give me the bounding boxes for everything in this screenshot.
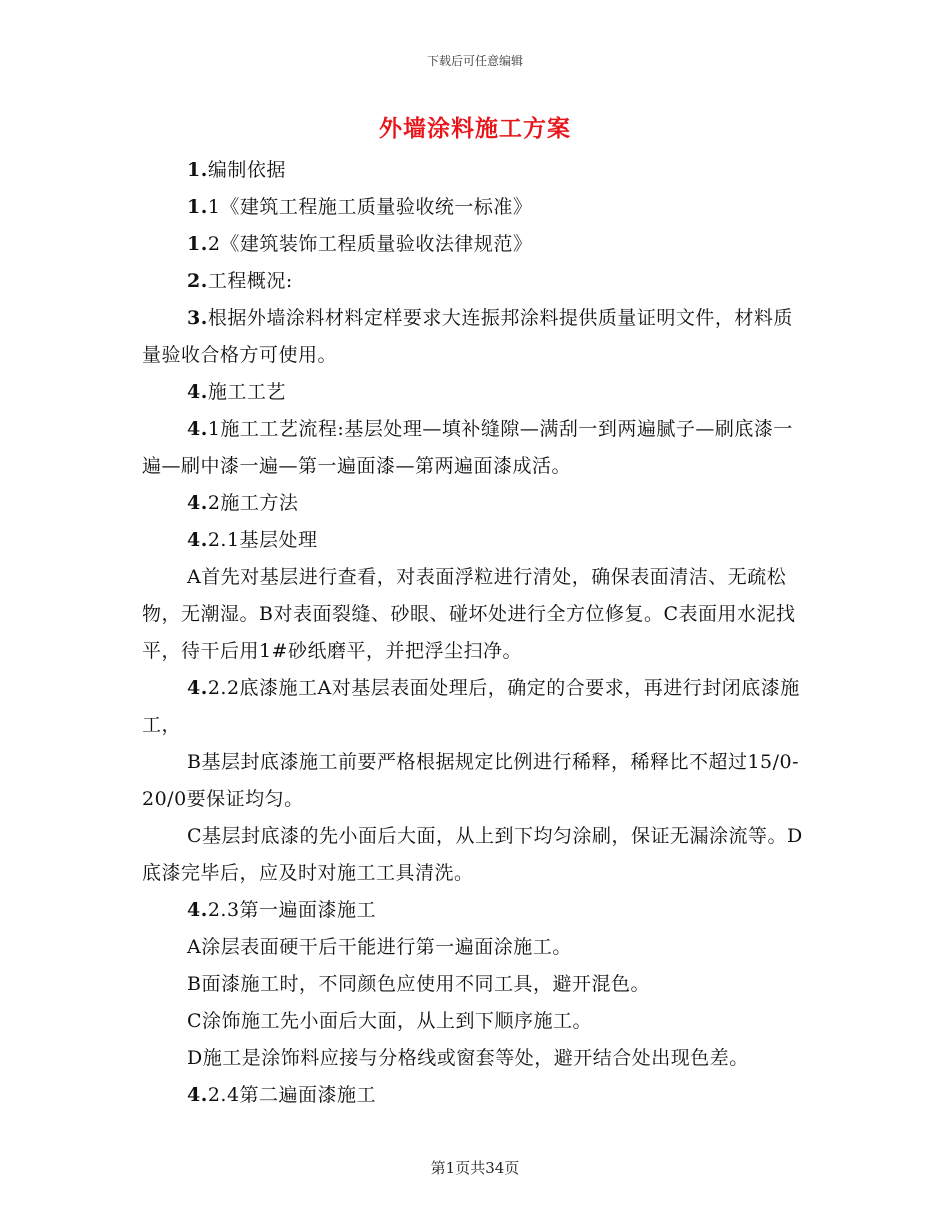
paragraph [142, 818, 812, 892]
section-number: 1. [187, 159, 208, 181]
paragraph [142, 929, 812, 966]
paragraph-text: B基层封底漆施工前要严格根据规定比例进行稀释，稀释比不超过15/0-20/0要保证均匀。 [142, 751, 800, 810]
paragraph-text: C基层封底漆的先小面后大面，从上到下均匀涂刷，保证无漏涂流等。D底漆完毕后，应及时对施工工具清洗。 [142, 825, 803, 884]
page-header-note: 下载后可任意编辑 [426, 54, 523, 68]
document-body [142, 152, 812, 1114]
section-number: 2. [187, 270, 208, 292]
paragraph-text: 2施工方法 [207, 492, 299, 514]
paragraph-text: 根据外墙涂料材料定样要求大连振邦涂料提供质量证明文件，材料质量验收合格方可使用。 [142, 307, 793, 366]
page-number-footer: 第1页共34页 [430, 1159, 520, 1177]
paragraph-text: 1施工工艺流程:基层处理—填补缝隙—满刮一到两遍腻子—刷底漆一遍—刷中漆一遍—第一遍面漆—第两遍面漆成活。 [142, 418, 793, 477]
section-number: 1. [187, 196, 208, 218]
section-number: 4. [187, 1084, 208, 1106]
paragraph [142, 522, 812, 559]
section-number: 4. [187, 418, 208, 440]
paragraph-text: 工程概况: [207, 270, 293, 292]
paragraph [142, 1077, 812, 1114]
paragraph-text: 施工工艺 [207, 381, 286, 403]
paragraph [142, 966, 812, 1003]
paragraph-text: 2.3第一遍面漆施工 [207, 899, 377, 921]
paragraph-text: 编制依据 [207, 159, 286, 181]
section-number: 4. [187, 677, 208, 699]
paragraph [142, 1003, 812, 1040]
paragraph [142, 189, 812, 226]
paragraph [142, 1040, 812, 1077]
paragraph [142, 374, 812, 411]
document-title: 外墙涂料施工方案 [379, 115, 571, 142]
section-number: 4. [187, 492, 208, 514]
paragraph-text: C涂饰施工先小面后大面，从上到下顺序施工。 [187, 1010, 593, 1032]
paragraph-text: 1《建筑工程施工质量验收统一标准》 [207, 196, 533, 218]
paragraph-text: A首先对基层进行查看，对表面浮粒进行清处，确保表面清洁、无疏松物，无潮湿。B对表面裂缝、砂眼、碰坏处进行全方位修复。C表面用水泥找平，待干后用1#砂纸磨平，并把浮尘扫净。 [142, 566, 796, 662]
paragraph [142, 411, 812, 485]
paragraph [142, 300, 812, 374]
paragraph-text: 2.1基层处理 [207, 529, 318, 551]
section-number: 3. [187, 307, 208, 329]
paragraph-text: B面漆施工时，不同颜色应使用不同工具，避开混色。 [187, 973, 650, 995]
paragraph-text: 2《建筑装饰工程质量验收法律规范》 [207, 233, 533, 255]
paragraph [142, 744, 812, 818]
section-number: 4. [187, 529, 208, 551]
paragraph [142, 485, 812, 522]
paragraph [142, 559, 812, 670]
paragraph-text: A涂层表面硬干后干能进行第一遍面涂施工。 [187, 936, 572, 958]
paragraph [142, 152, 812, 189]
paragraph [142, 670, 812, 744]
paragraph [142, 892, 812, 929]
paragraph [142, 263, 812, 300]
paragraph [142, 226, 812, 263]
section-number: 4. [187, 899, 208, 921]
paragraph-text: D施工是涂饰料应接与分格线或窗套等处，避开结合处出现色差。 [187, 1047, 749, 1069]
section-number: 4. [187, 381, 208, 403]
section-number: 1. [187, 233, 208, 255]
paragraph-text: 2.4第二遍面漆施工 [207, 1084, 377, 1106]
paragraph-text: 2.2底漆施工A对基层表面处理后，确定的合要求，再进行封闭底漆施工， [142, 677, 800, 736]
